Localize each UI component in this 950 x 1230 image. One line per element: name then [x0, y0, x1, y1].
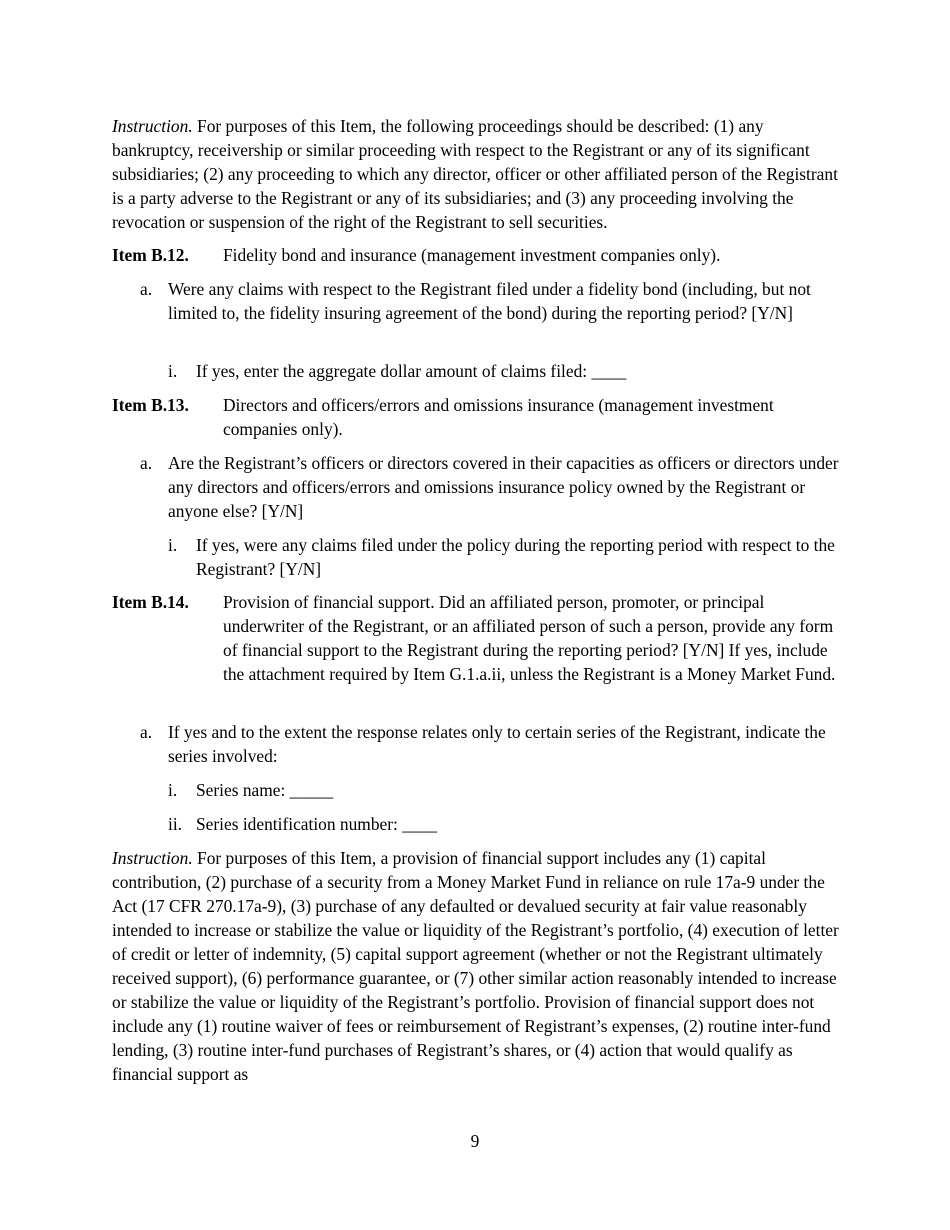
- question-text: Were any claims with respect to the Registrant filed under a fidelity bond (including, but not limited to, the fidelity insuring agreement of the bond) during the reporting period? [Y/N]: [168, 279, 811, 323]
- list-marker: i.: [168, 780, 178, 800]
- item-number: Item B.12.: [112, 245, 189, 265]
- item-title: Fidelity bond and insurance (management investment companies only).: [223, 245, 721, 265]
- list-marker: a.: [140, 279, 153, 299]
- item-b13-a-i: [168, 533, 848, 581]
- item-number: Item B.13.: [112, 395, 189, 415]
- item-b13: [112, 393, 852, 441]
- list-marker: ii.: [168, 814, 183, 834]
- instruction-text: For purposes of this Item, the following proceedings should be described: (1) any bankruptcy, receivership or similar proceeding with respect to the Registrant or any of its significant subsidiaries; (2) any proceeding to which any director, officer or other affiliated person of the Registrant is a party adverse to the Registrant or any of its subsidiaries; and (3) any proceeding involving the revocation or suspension of the right of the Registrant to sell securities.: [112, 116, 838, 232]
- question-text: If yes, enter the aggregate dollar amount of claims filed: ____: [196, 361, 627, 381]
- item-b13-a: [140, 451, 840, 523]
- instruction-paragraph-proceedings: [112, 114, 842, 234]
- instruction-paragraph-financial-support: [112, 846, 842, 1086]
- item-b12-a-i: [168, 359, 848, 383]
- item-b14-a-ii: [168, 812, 848, 836]
- question-text: Series identification number: ____: [196, 814, 437, 834]
- item-title: Provision of financial support. Did an affiliated person, promoter, or principal underwriter of the Registrant, or an affiliated person of such a person, provide any form of financial support to the Registrant during the reporting period? [Y/N] If yes, include the attachment required by Item G.1.a.ii, unless the Registrant is a Money Market Fund.: [223, 592, 836, 684]
- list-marker: i.: [168, 361, 178, 381]
- page-number: 9: [470, 1131, 480, 1151]
- list-marker: i.: [168, 535, 178, 555]
- question-text: Series name: _____: [196, 780, 334, 800]
- item-b12: [112, 243, 852, 267]
- question-text: If yes, were any claims filed under the policy during the reporting period with respect to the Registrant? [Y/N]: [196, 535, 835, 579]
- item-title: Directors and officers/errors and omissions insurance (management investment companies only).: [223, 395, 774, 439]
- item-number: Item B.14.: [112, 592, 189, 612]
- list-marker: a.: [140, 722, 153, 742]
- item-b14: [112, 590, 852, 686]
- item-b12-a: [140, 277, 840, 325]
- question-text: If yes and to the extent the response relates only to certain series of the Registrant, indicate the series involved:: [168, 722, 826, 766]
- item-b14-a-i: [168, 778, 848, 802]
- instruction-label: Instruction.: [112, 848, 193, 868]
- instruction-label: Instruction.: [112, 116, 193, 136]
- instruction-text: For purposes of this Item, a provision of financial support includes any (1) capital contribution, (2) purchase of a security from a Money Market Fund in reliance on rule 17a-9 under the Act (17 CFR 270.17a-9), (3) purchase of any defaulted or devalued security at fair value reasonably intended to increase or stabilize the value or liquidity of the Registrant’s portfolio, (4) execution of letter of credit or letter of indemnity, (5) capital support agreement (whether or not the Registrant ultimately received support), (6) performance guarantee, or (7) other similar action reasonably intended to increase or stabilize the value or liquidity of the Registrant’s portfolio. Provision of financial support does not include any (1) routine waiver of fees or reimbursement of Registrant’s expenses, (2) routine inter-fund lending, (3) routine inter-fund purchases of Registrant’s shares, or (4) action that would qualify as financial support as: [112, 848, 839, 1084]
- list-marker: a.: [140, 453, 153, 473]
- question-text: Are the Registrant’s officers or directors covered in their capacities as officers or directors under any directors and officers/errors and omissions insurance policy owned by the Registrant or anyone else? [Y/N]: [168, 453, 839, 521]
- item-b14-a: [140, 720, 840, 768]
